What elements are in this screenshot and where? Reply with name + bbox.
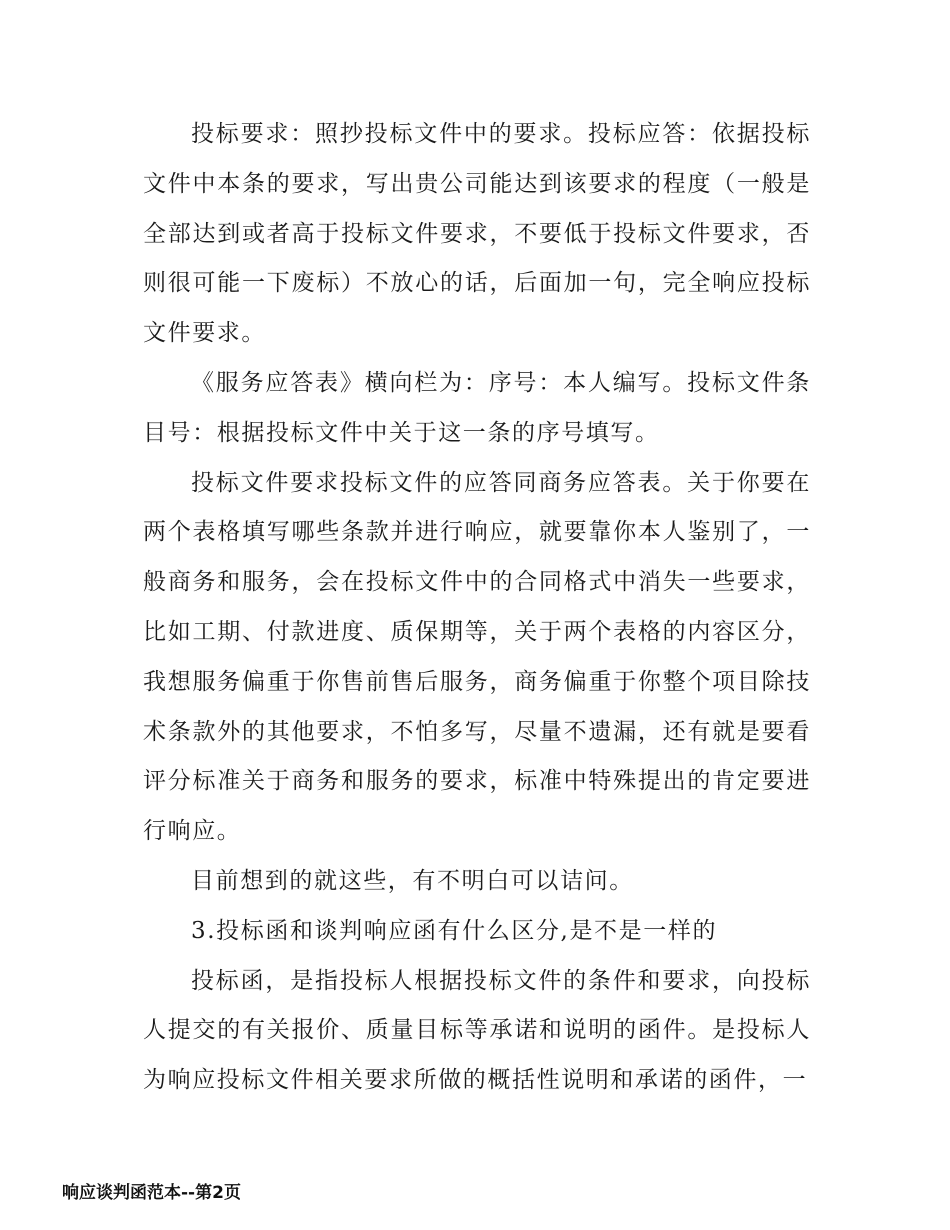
document-body (143, 110, 811, 1106)
paragraph-bid-requirement: 投标要求：照抄投标文件中的要求。投标应答：依据投标文件中本条的要求，写出贵公司能达到该要求的程度（一般是全部达到或者高于投标文件要求，不要低于投标文件要求，否则很可能一下废标）不放心的话，后面加一句，完全响应投标文件要求。 (143, 121, 811, 347)
page-footer: 响应谈判函范本--第2页 (62, 1183, 241, 1203)
paragraph-bid-letter-definition: 投标函，是指投标人根据投标文件的条件和要求，向投标人提交的有关报价、质量目标等承诺和说明的函件。是投标人为响应投标文件相关要求所做的概括性说明和承诺的函件，一 (143, 967, 811, 1094)
paragraph-closing-note: 目前想到的就这些，有不明白可以诘问。 (191, 867, 634, 894)
paragraph-service-response-table: 《服务应答表》横向栏为：序号：本人编写。投标文件条目号：根据投标文件中关于这一条的序号填写。 (143, 369, 811, 446)
paragraph-commercial-response: 投标文件要求投标文件的应答同商务应答表。关于你要在两个表格填写哪些条款并进行响应，就要靠你本人鉴别了，一般商务和服务，会在投标文件中的合同格式中消失一些要求，比如工期、付款进度、质保期等，关于两个表格的内容区分，我想服务偏重于你售前售后服务，商务偏重于你整个项目除技术条款外的其他要求，不怕多写，尽量不遗漏，还有就是要看评分标准关于商务和服务的要求，标准中特殊提出的肯定要进行响应。 (143, 469, 811, 845)
section-heading: 3.投标函和谈判响应函有什么区分,是不是一样的 (191, 917, 718, 944)
